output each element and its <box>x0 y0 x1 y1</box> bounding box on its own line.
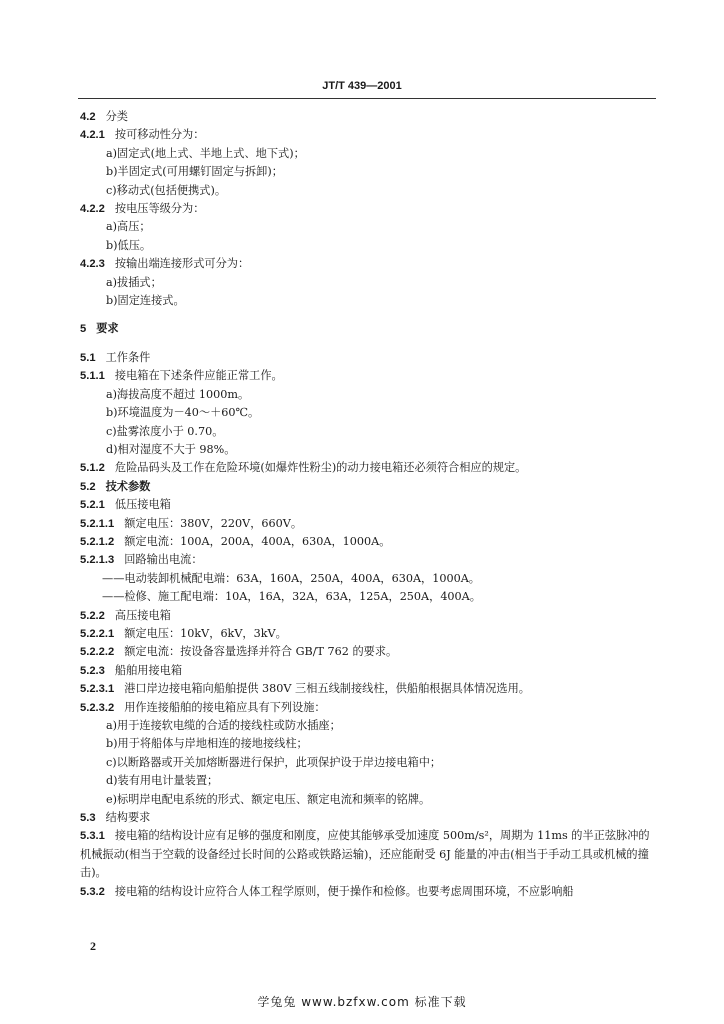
clause-text: 按电压等级分为： <box>114 202 205 216</box>
clause-text: d)相对湿度不大于 98%。 <box>106 442 236 456</box>
clause-line <box>80 551 656 569</box>
clause-number: 5.2.2 <box>80 609 105 622</box>
clause-text: 接电箱的结构设计应有足够的强度和刚度，应使其能够承受加速度 500m/s²，周期为 11ms 的半正弦脉冲的机械振动(相当于空载的设备经过长时间的公路或铁路运输)，还应能耐受 6J 能量的冲击(相当于手动工具或机械的撞击)。 <box>80 829 650 880</box>
list-item <box>80 570 656 588</box>
clause-line <box>80 533 656 551</box>
clause-text: b)低压。 <box>106 238 152 252</box>
clause-text: 结构要求 <box>105 811 151 825</box>
clause-text: ——电动装卸机械配电端：63A，160A，250A，400A，630A，1000A。 <box>102 571 480 585</box>
list-item <box>80 423 656 441</box>
clause-text: a)高压； <box>106 220 151 234</box>
list-item <box>80 441 656 459</box>
clause-line <box>80 478 656 496</box>
section-gap <box>80 339 656 349</box>
list-item <box>80 274 656 292</box>
clause-text: 回路输出电流： <box>124 553 203 567</box>
list-item <box>80 145 656 163</box>
clause-text: 船舶用接电箱 <box>114 663 183 677</box>
clause-number: 4.2.2 <box>80 203 105 216</box>
clause-text: c)移动式(包括便携式)。 <box>106 183 227 197</box>
page-number: 2 <box>90 939 96 953</box>
list-item <box>80 386 656 404</box>
clause-number: 5.1 <box>80 351 96 364</box>
clause-number: 5 <box>80 323 87 336</box>
clause-number: 5.2.1.3 <box>80 554 115 567</box>
clause-number: 4.2 <box>80 111 96 123</box>
clause-text: 要求 <box>96 322 119 336</box>
list-item <box>80 163 656 181</box>
clause-number: 5.3.2 <box>80 885 105 898</box>
clause-text: 额定电流：100A，200A，400A，630A，1000A。 <box>124 534 391 548</box>
clause-line <box>80 515 656 533</box>
watermark-footer: 学兔兔 www.bzfxw.com 标准下载 <box>257 995 467 1009</box>
clause-text: 用作连接船舶的接电箱应具有下列设施： <box>124 700 326 714</box>
list-item <box>80 404 656 422</box>
clause-number: 5.2 <box>80 480 96 493</box>
clause-line <box>80 625 656 643</box>
clause-text: ——检修、施工配电端：10A，16A，32A，63A，125A，250A，400A。 <box>102 590 481 604</box>
clause-text: d)装有用电计量装置； <box>106 774 219 788</box>
clause-text: 额定电流：按设备容量选择并符合 GB/T 762 的要求。 <box>124 645 398 659</box>
list-item <box>80 754 656 772</box>
header-rule <box>78 98 656 99</box>
clause-text: 技术参数 <box>105 479 151 493</box>
clause-number: 5.2.1.1 <box>80 517 115 530</box>
clause-text: b)用于将船体与岸地相连的接地接线柱； <box>106 737 308 751</box>
clause-text: a)固定式(地上式、半地上式、地下式)； <box>106 146 305 160</box>
clause-line <box>80 607 656 625</box>
list-item <box>80 772 656 790</box>
clause-number: 5.2.3.1 <box>80 683 115 696</box>
list-item <box>80 735 656 753</box>
clause-text: 高压接电箱 <box>114 608 171 622</box>
clause-text: b)半固定式(可用螺钉固定与拆卸)； <box>106 165 283 179</box>
clause-text: 港口岸边接电箱向船舶提供 380V 三相五线制接线柱，供船舶根据具体情况选用。 <box>124 682 530 696</box>
clause-line <box>80 662 656 680</box>
clause-line <box>80 699 656 717</box>
clause-line <box>80 883 656 901</box>
clause-number: 5.1.1 <box>80 370 105 383</box>
clause-number: 5.2.1.2 <box>80 535 115 548</box>
clause-number: 5.2.2.1 <box>80 627 115 640</box>
clause-number: 4.2.1 <box>80 129 105 142</box>
clause-text: 接电箱在下述条件应能正常工作。 <box>114 369 283 383</box>
clause-line <box>80 459 656 477</box>
clause-text: 低压接电箱 <box>114 498 171 512</box>
standard-code-header: JT/T 439—2001 <box>322 80 402 92</box>
clause-text: 按输出端连接形式可分为： <box>114 257 250 271</box>
list-item <box>80 791 656 809</box>
clause-line <box>80 126 656 144</box>
section-gap <box>80 310 656 320</box>
clause-number: 5.3.1 <box>80 830 105 843</box>
clause-line <box>80 367 656 385</box>
list-item <box>80 218 656 236</box>
clause-line <box>80 496 656 514</box>
list-item <box>80 292 656 310</box>
list-item <box>80 182 656 200</box>
list-item <box>80 588 656 606</box>
clause-text: a)拔插式； <box>106 275 162 289</box>
clause-number: 4.2.3 <box>80 258 105 271</box>
clause-number: 5.2.1 <box>80 499 105 512</box>
clause-number: 5.1.2 <box>80 462 105 475</box>
clause-text: c)以断路器或开关加熔断器进行保护，此项保护设于岸边接电箱中； <box>106 755 442 769</box>
clause-text: 额定电压：380V，220V，660V。 <box>124 516 303 530</box>
clause-line <box>80 643 656 661</box>
clause-text: 接电箱的结构设计应符合人体工程学原则，便于操作和检修。也要考虑周围环境，不应影响船 <box>114 884 574 898</box>
clause-text: 危险品码头及工作在危险环境(如爆炸性粉尘)的动力接电箱还必须符合相应的规定。 <box>114 461 527 475</box>
clause-number: 5.2.3 <box>80 664 105 677</box>
clause-text: a)海拔高度不超过 1000m。 <box>106 387 250 401</box>
clause-text: b)环境温度为－40～＋60℃。 <box>106 406 260 420</box>
clause-number: 5.2.3.2 <box>80 701 115 714</box>
clause-text: 额定电压：10kV，6kV，3kV。 <box>124 626 287 640</box>
clause-text: c)盐雾浓度小于 0.70。 <box>106 424 224 438</box>
clause-text: b)固定连接式。 <box>106 294 185 308</box>
list-item <box>80 717 656 735</box>
clause-line <box>80 200 656 218</box>
clause-line <box>80 108 656 126</box>
clause-line <box>80 349 656 367</box>
clause-text: 按可移动性分为： <box>114 128 205 142</box>
clause-text: e)标明岸电配电系统的形式、额定电压、额定电流和频率的铭牌。 <box>106 792 431 806</box>
clause-line <box>80 680 656 698</box>
clause-number: 5.2.2.2 <box>80 646 115 659</box>
clause-line <box>80 827 656 882</box>
clause-line <box>80 255 656 273</box>
clause-line <box>80 320 656 338</box>
document-body <box>80 108 656 901</box>
clause-number: 5.3 <box>80 812 96 825</box>
clause-text: a)用于连接软电缆的合适的接线柱或防水插座； <box>106 719 341 732</box>
list-item <box>80 237 656 255</box>
clause-line <box>80 809 656 827</box>
clause-text: 工作条件 <box>105 350 151 364</box>
clause-text: 分类 <box>105 110 128 123</box>
